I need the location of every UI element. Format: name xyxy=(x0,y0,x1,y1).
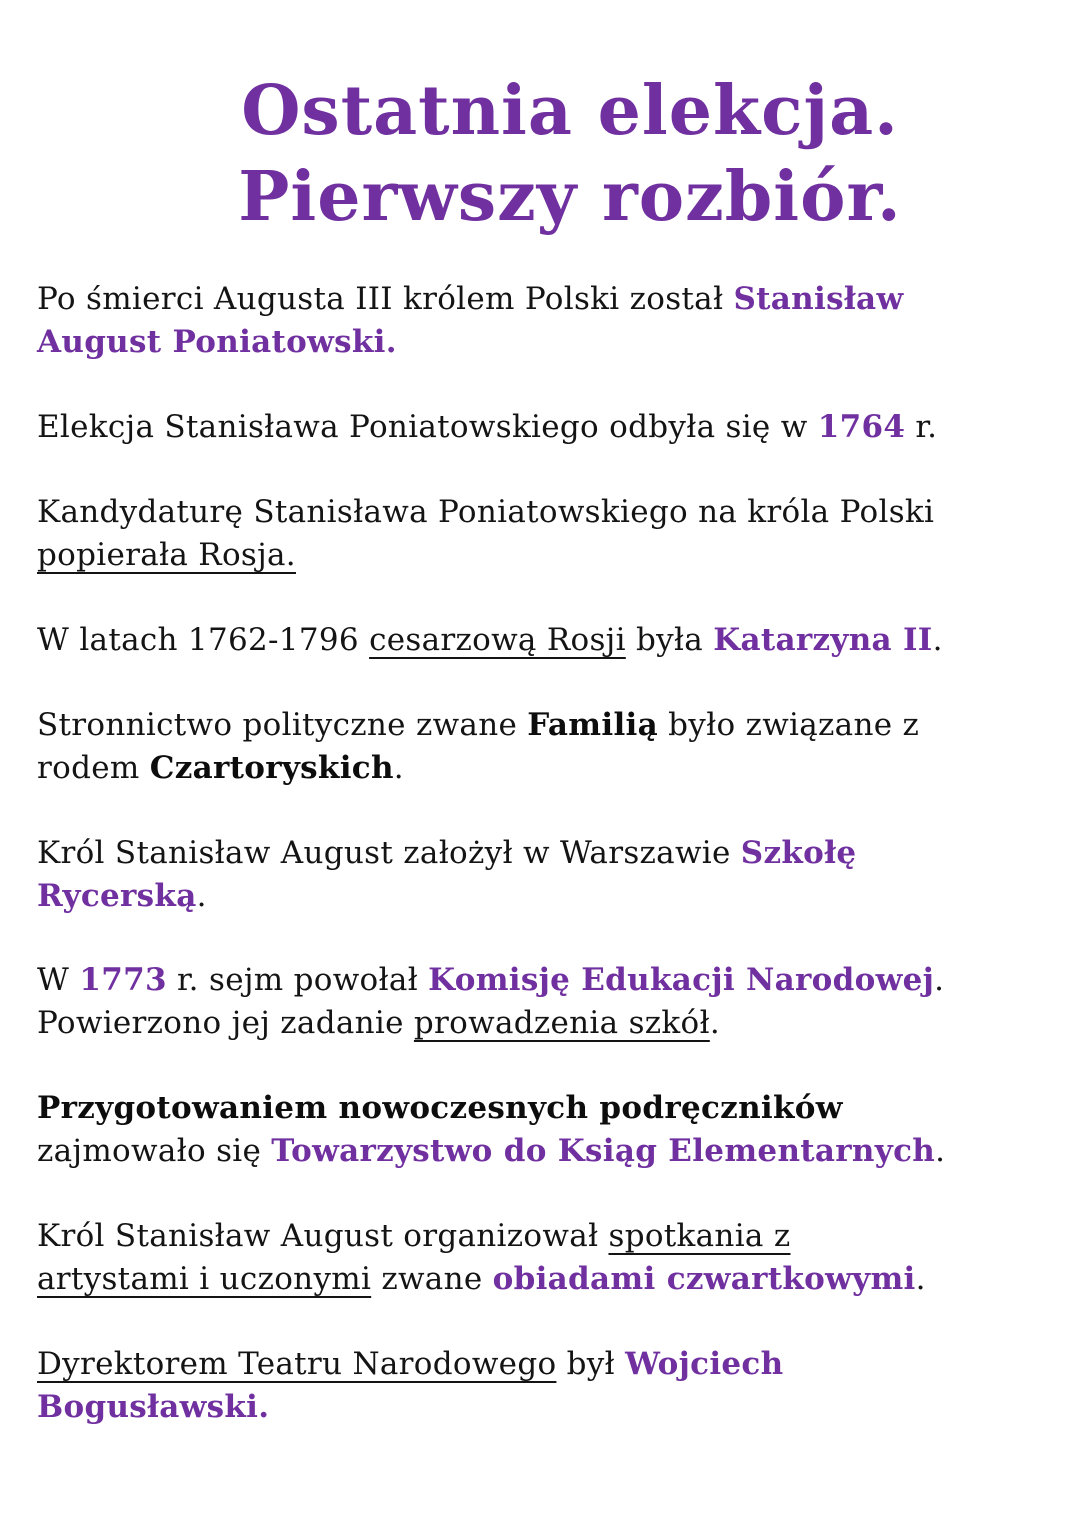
paragraph-line xyxy=(37,1002,1047,1045)
title-line-1: Ostatnia elekcja. xyxy=(241,71,899,151)
paragraph-line xyxy=(37,959,1047,1002)
text-span: było związane z xyxy=(658,707,920,743)
paragraph-familia xyxy=(37,704,1047,790)
paragraph-candidacy xyxy=(37,491,1047,577)
paragraph-election-year xyxy=(37,406,1047,449)
bold-term: Przygotowaniem nowoczesnych podręczników xyxy=(37,1090,843,1126)
paragraph-line xyxy=(37,491,1047,534)
highlight-name: Szkołę xyxy=(740,835,857,871)
paragraph-line xyxy=(37,1386,1047,1429)
bold-term: Familią xyxy=(527,707,658,743)
highlight-name: Rycerską xyxy=(37,878,197,914)
page-title xyxy=(0,68,1080,240)
paragraph-line xyxy=(37,619,1047,662)
title-line-2: Pierwszy rozbiór. xyxy=(238,157,902,237)
paragraph-poniatowski-king xyxy=(37,278,1047,364)
text-span: . xyxy=(932,622,943,658)
paragraph-line xyxy=(37,704,1047,747)
text-span: . xyxy=(934,962,945,998)
paragraph-line xyxy=(37,1087,1047,1130)
text-span: zajmowało się xyxy=(37,1133,272,1169)
paragraph-ken xyxy=(37,959,1047,1045)
paragraph-line xyxy=(37,875,1047,918)
underlined-text: prowadzenia szkół xyxy=(413,1005,710,1041)
text-span: był xyxy=(556,1346,626,1382)
paragraph-line xyxy=(37,406,1047,449)
text-span: . xyxy=(915,1261,926,1297)
paragraph-line xyxy=(37,534,1047,577)
underlined-text: artystami i uczonymi xyxy=(37,1261,372,1297)
text-span: Po śmierci Augusta III królem Polski został xyxy=(37,281,734,317)
text-span: zwane xyxy=(371,1261,493,1297)
highlight-name: obiadami czwartkowymi xyxy=(492,1261,916,1297)
text-span: r. sejm powołał xyxy=(166,962,429,998)
paragraph-line xyxy=(37,1343,1047,1386)
paragraph-knights-school xyxy=(37,832,1047,918)
paragraph-line xyxy=(37,832,1047,875)
text-span: . xyxy=(196,878,207,914)
text-span: Stronnictwo polityczne zwane xyxy=(37,707,528,743)
text-span: Król Stanisław August organizował xyxy=(37,1218,609,1254)
highlight-name: August Poniatowski. xyxy=(37,324,397,360)
text-span: Powierzono jej zadanie xyxy=(37,1005,414,1041)
paragraph-line xyxy=(37,321,1047,364)
underlined-text: Dyrektorem Teatru Narodowego xyxy=(37,1346,557,1382)
text-span: . xyxy=(393,750,404,786)
paragraph-line xyxy=(37,747,1047,790)
text-span: była xyxy=(625,622,714,658)
highlight-name: Bogusławski. xyxy=(37,1389,270,1425)
paragraph-national-theatre xyxy=(37,1343,1047,1429)
text-span: W xyxy=(37,962,80,998)
underlined-text: popierała Rosja. xyxy=(37,537,296,573)
text-span: Król Stanisław August założył w Warszawie xyxy=(37,835,741,871)
highlight-name: Towarzystwo do Ksiąg Elementarnych xyxy=(271,1133,936,1169)
highlight-year: 1764 xyxy=(817,409,906,445)
paragraph-line xyxy=(37,1258,1047,1301)
text-span: . xyxy=(935,1133,946,1169)
text-span: Elekcja Stanisława Poniatowskiego odbyła się w xyxy=(37,409,818,445)
highlight-name: Stanisław xyxy=(733,281,904,317)
bold-term: Czartoryskich xyxy=(149,750,394,786)
highlight-name: Wojciech xyxy=(625,1346,784,1382)
text-span: . xyxy=(709,1005,720,1041)
paragraph-catherine xyxy=(37,619,1047,662)
text-span: rodem xyxy=(37,750,150,786)
highlight-year: 1773 xyxy=(79,962,167,998)
underlined-text: cesarzową Rosji xyxy=(369,622,626,658)
paragraph-thursday-dinners xyxy=(37,1215,1047,1301)
text-span: Kandydaturę Stanisława Poniatowskiego na króla Polski xyxy=(37,494,935,530)
underlined-text: spotkania z xyxy=(608,1218,791,1254)
paragraph-line xyxy=(37,278,1047,321)
text-span: r. xyxy=(905,409,938,445)
highlight-name: Katarzyna II xyxy=(713,622,933,658)
text-span: W latach 1762-1796 xyxy=(37,622,370,658)
highlight-name: Komisję Edukacji Narodowej xyxy=(428,962,935,998)
paragraph-line xyxy=(37,1130,1047,1173)
paragraph-textbooks xyxy=(37,1087,1047,1173)
paragraph-line xyxy=(37,1215,1047,1258)
